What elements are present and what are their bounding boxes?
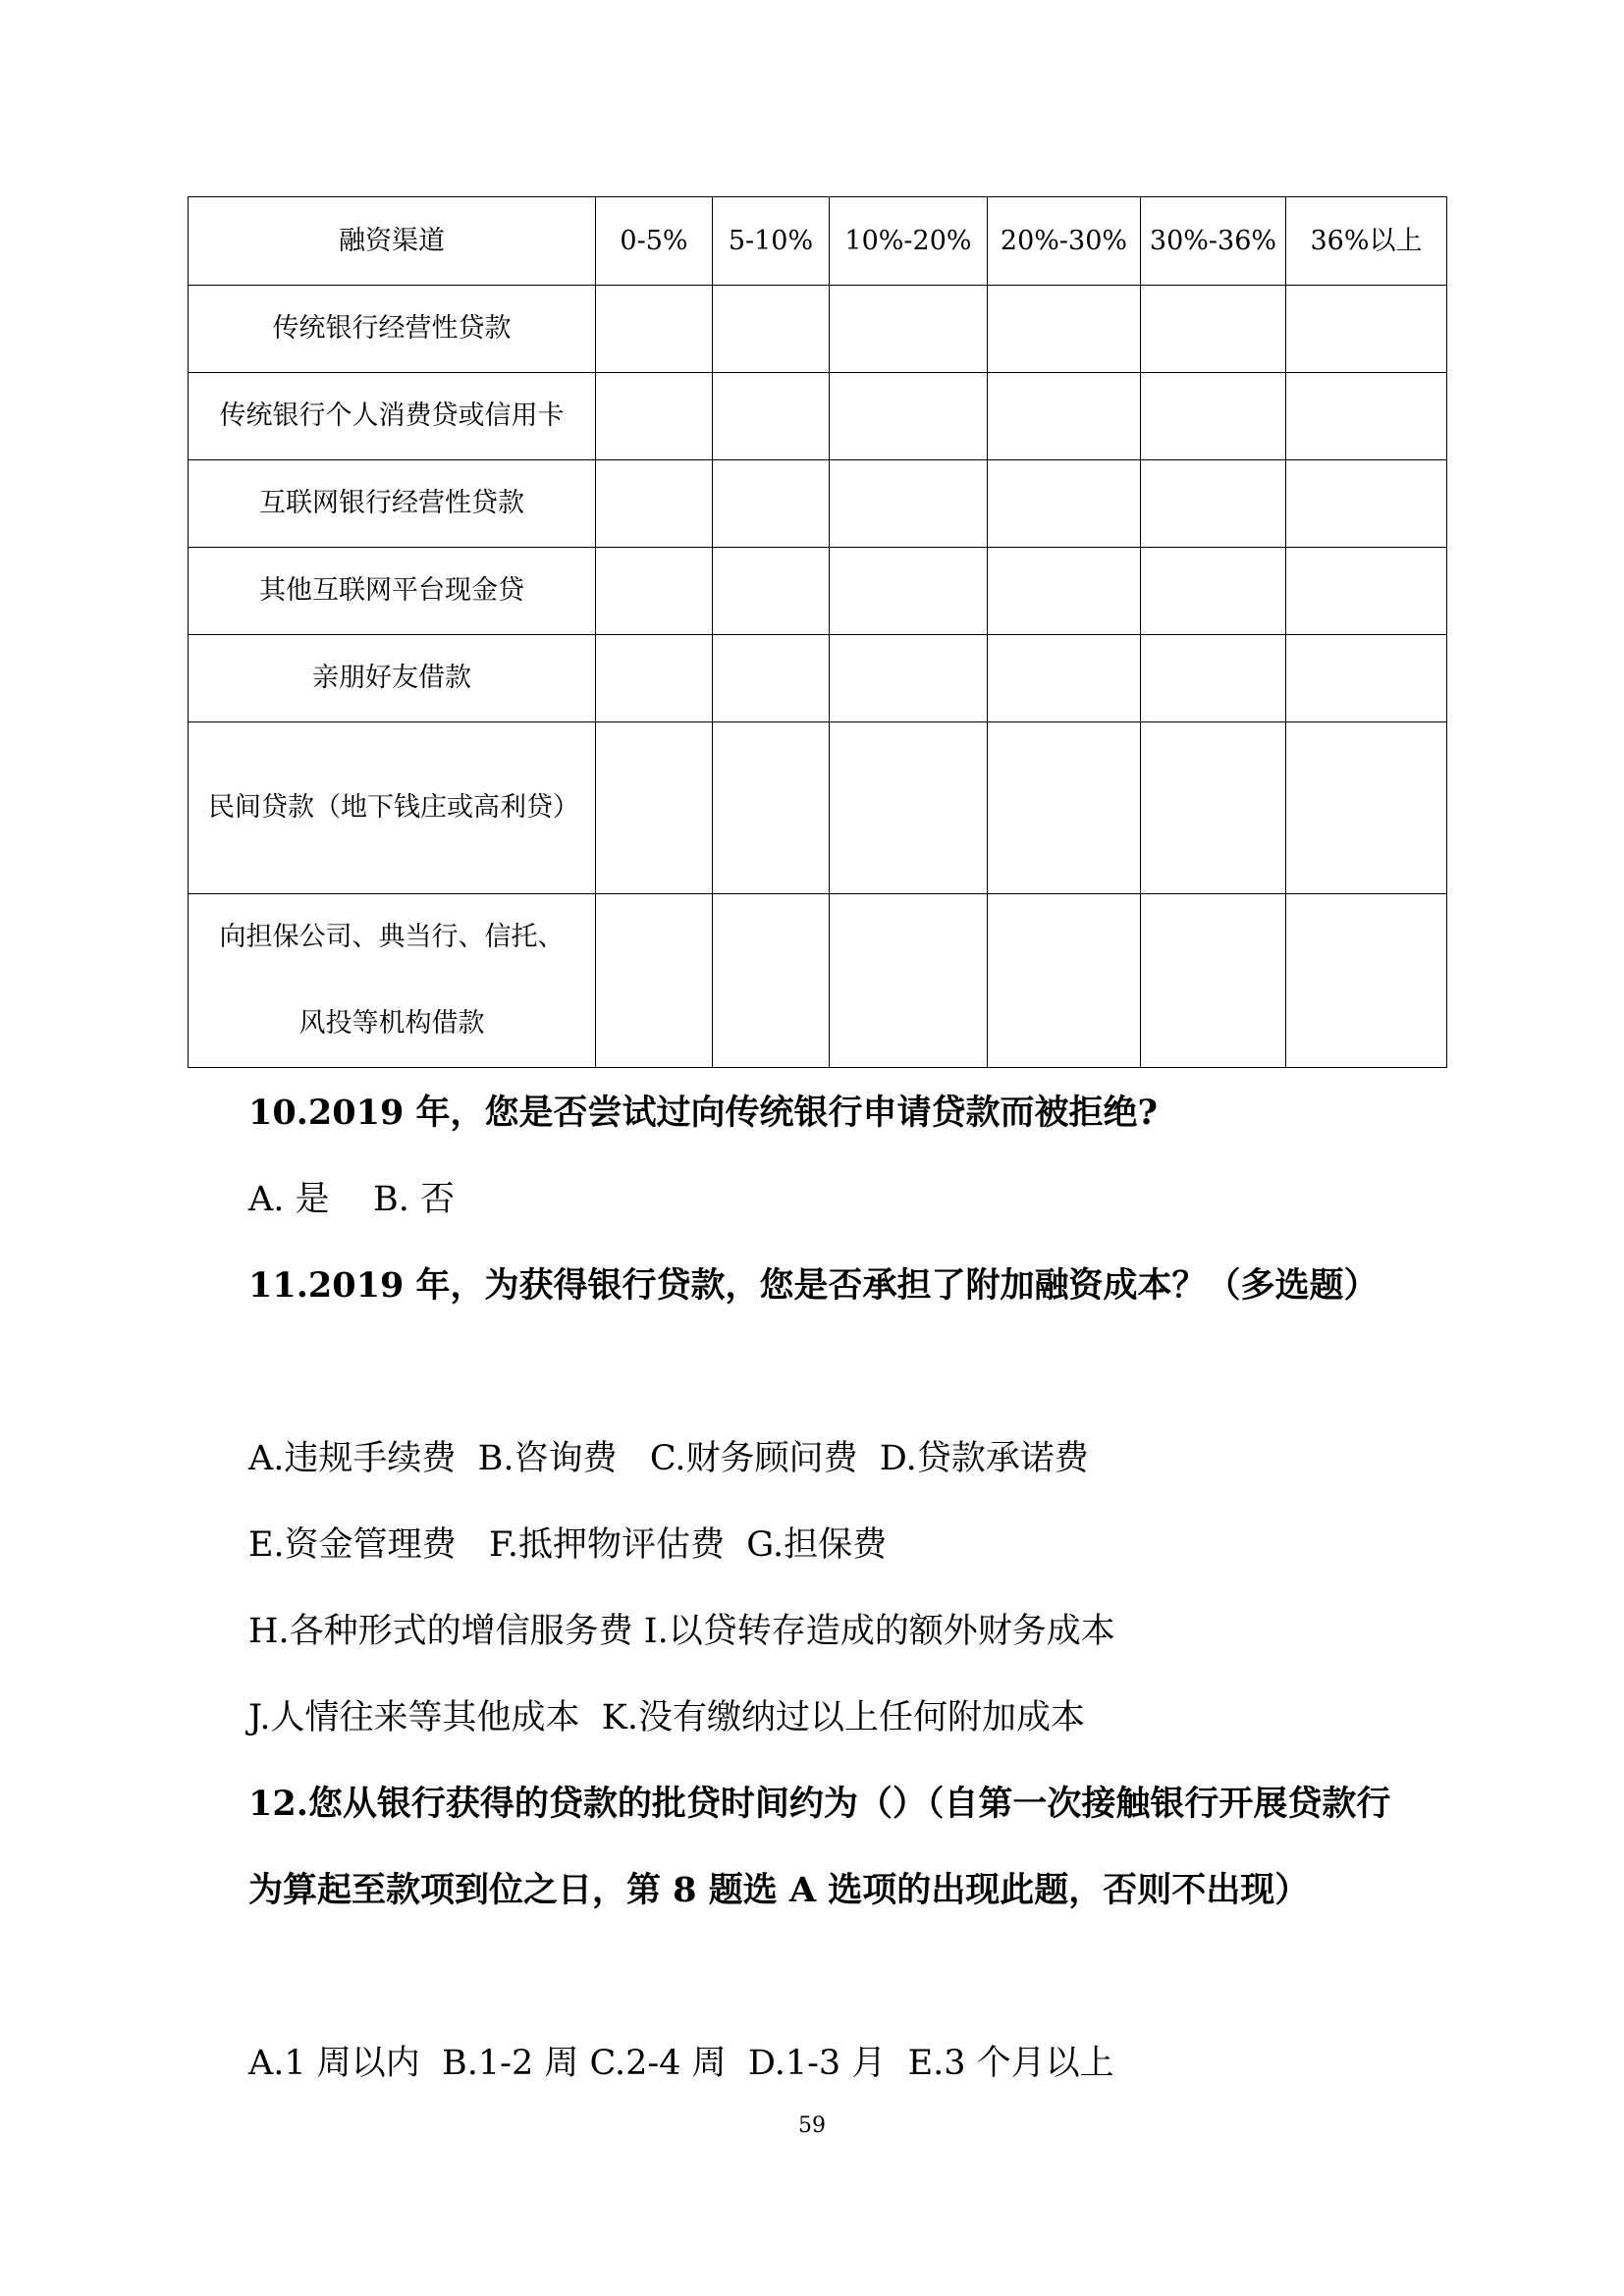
header-cell-10-20: 10%-20% [830, 197, 988, 286]
question-11-options-2[interactable]: E.资金管理费 F.抵押物评估费 G.担保费 [248, 1525, 888, 1565]
rate-cell[interactable] [596, 460, 713, 548]
rate-cell[interactable] [713, 635, 830, 722]
rate-cell[interactable] [596, 894, 713, 1068]
rate-cell[interactable] [713, 894, 830, 1068]
rate-cell[interactable] [830, 635, 988, 722]
financing-channel-table [188, 196, 1447, 1068]
rate-cell[interactable] [830, 373, 988, 460]
question-11-options-3[interactable]: H.各种形式的增信服务费 I.以贷转存造成的额外财务成本 [248, 1612, 1115, 1651]
rate-cell[interactable] [596, 373, 713, 460]
question-10-title: 10.2019 年，您是否尝试过向传统银行申请贷款而被拒绝? [248, 1093, 1158, 1133]
question-11-options-1[interactable]: A.违规手续费 B.咨询费 C.财务顾问费 D.贷款承诺费 [248, 1439, 1089, 1478]
question-11-title: 11.2019 年，为获得银行贷款，您是否承担了附加融资成本？（多选题） [248, 1265, 1379, 1306]
rate-cell[interactable] [988, 460, 1141, 548]
page-number: 59 [798, 2113, 826, 2138]
row-label: 亲朋好友借款 [189, 635, 596, 722]
rate-cell[interactable] [1286, 548, 1447, 635]
rate-cell[interactable] [830, 548, 988, 635]
rate-cell[interactable] [988, 373, 1141, 460]
rate-cell[interactable] [596, 548, 713, 635]
rate-cell[interactable] [713, 460, 830, 548]
rate-cell[interactable] [713, 286, 830, 373]
rate-cell[interactable] [1141, 460, 1286, 548]
row-label: 民间贷款（地下钱庄或高利贷） [189, 722, 596, 894]
rate-cell[interactable] [713, 548, 830, 635]
rate-cell[interactable] [596, 635, 713, 722]
header-cell-0-5: 0-5% [596, 197, 713, 286]
rate-cell[interactable] [830, 722, 988, 894]
table-row [189, 373, 1447, 460]
rate-cell[interactable] [988, 548, 1141, 635]
rate-cell[interactable] [713, 373, 830, 460]
rate-cell[interactable] [1141, 373, 1286, 460]
question-10-options[interactable]: A. 是 B. 否 [248, 1180, 456, 1219]
rate-cell[interactable] [1286, 460, 1447, 548]
rate-cell[interactable] [1286, 722, 1447, 894]
table-row [189, 460, 1447, 548]
rate-cell[interactable] [1141, 894, 1286, 1068]
row-label: 传统银行经营性贷款 [189, 286, 596, 373]
rate-cell[interactable] [713, 722, 830, 894]
rate-cell[interactable] [830, 286, 988, 373]
rate-cell[interactable] [1141, 548, 1286, 635]
question-12-title: 12.您从银行获得的贷款的批贷时间约为（）（自第一次接触银行开展贷款行为算起至款项到位之日，第 8 题选 A 选项的出现此题，否则不出现） [248, 1784, 1391, 1910]
rate-cell[interactable] [830, 894, 988, 1068]
row-label: 其他互联网平台现金贷 [189, 548, 596, 635]
rate-cell[interactable] [988, 286, 1141, 373]
row-label: 互联网银行经营性贷款 [189, 460, 596, 548]
table-row [189, 548, 1447, 635]
row-label: 传统银行个人消费贷或信用卡 [189, 373, 596, 460]
rate-cell[interactable] [988, 894, 1141, 1068]
rate-cell[interactable] [1286, 286, 1447, 373]
header-cell-channel: 融资渠道 [189, 197, 596, 286]
row-label: 向担保公司、典当行、信托、风投等机构借款 [189, 894, 596, 1068]
rate-cell[interactable] [1286, 635, 1447, 722]
header-cell-20-30: 20%-30% [988, 197, 1141, 286]
header-cell-36-plus: 36%以上 [1286, 197, 1447, 286]
rate-cell[interactable] [1141, 722, 1286, 894]
table-row [189, 722, 1447, 894]
rate-cell[interactable] [596, 286, 713, 373]
header-cell-30-36: 30%-36% [1141, 197, 1286, 286]
header-cell-5-10: 5-10% [713, 197, 830, 286]
rate-cell[interactable] [830, 460, 988, 548]
table-row [189, 894, 1447, 1068]
rate-cell[interactable] [988, 635, 1141, 722]
rate-cell[interactable] [1141, 635, 1286, 722]
question-11-options-4[interactable]: J.人情往来等其他成本 K.没有缴纳过以上任何附加成本 [248, 1698, 1085, 1737]
rate-cell[interactable] [988, 722, 1141, 894]
rate-cell[interactable] [1286, 373, 1447, 460]
question-12-options[interactable]: A.1 周以内 B.1-2 周 C.2-4 周 D.1-3 月 E.3 个月以上 [248, 2044, 1114, 2083]
rate-cell[interactable] [596, 722, 713, 894]
rate-cell[interactable] [1286, 894, 1447, 1068]
rate-cell[interactable] [1141, 286, 1286, 373]
table-row [189, 635, 1447, 722]
table-header-row [189, 197, 1447, 286]
table-row [189, 286, 1447, 373]
